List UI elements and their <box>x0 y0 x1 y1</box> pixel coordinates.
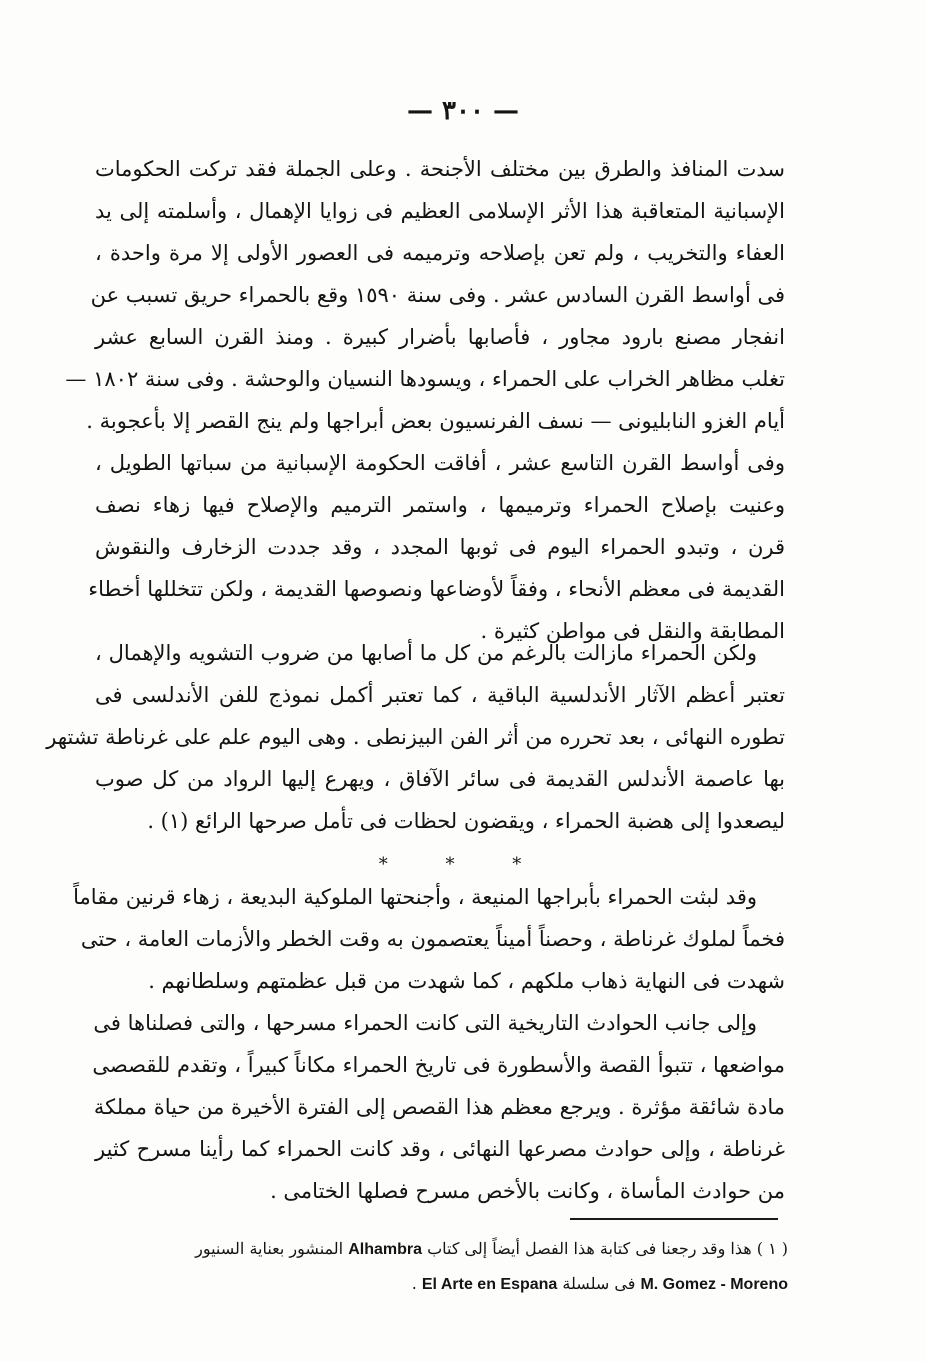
section-separator: * * * <box>378 854 548 875</box>
text-line: شهدت فى النهاية ذهاب ملكهم ، كما شهدت من قبل عظمتهم وسلطانهم . <box>148 969 785 993</box>
footnote-text: فى سلسلة <box>562 1274 636 1293</box>
footnote-divider <box>570 1218 778 1220</box>
footnote-marker: ( ١ ) <box>756 1239 788 1258</box>
footnote <box>88 1232 788 1302</box>
text-line: العفاء والتخريب ، ولم تعن بإصلاحه وترميمه فى العصور الأولى إلا مرة واحدة ، <box>95 241 785 265</box>
text-line: المطابقة والنقل فى مواطن كثيرة . <box>480 619 785 643</box>
text-line: تغلب مظاهر الخراب على الحمراء ، ويسودها النسيان والوحشة . وفى سنة ١٨٠٢ — <box>65 367 785 391</box>
text-line: فخماً لملوك غرناطة ، وحصناً أميناً يعتصمون به وقت الخطر والأزمات العامة ، حتى <box>80 927 785 951</box>
text-line: وقد لبثت الحمراء بأبراجها المنيعة ، وأجنحتها الملوكية البديعة ، زهاء قرنين مقاماً <box>73 885 757 909</box>
text-line: وعنيت بإصلاح الحمراء وترميمها ، واستمر الترميم والإصلاح فيها زهاء نصف <box>95 493 786 517</box>
text-line: تعتبر أعظم الآثار الأندلسية الباقية ، كما تعتبر أكمل نموذج للفن الأندلسى فى <box>95 683 785 707</box>
series-title: El Arte en Espana <box>421 1276 558 1293</box>
footnote-line-2 <box>88 1267 788 1302</box>
paragraph-block-3 <box>73 876 785 1212</box>
text-line: انفجار مصنع بارود مجاور ، فأصابها بأضرار كبيرة . ومنذ القرن السابع عشر <box>95 325 785 349</box>
text-line: بها عاصمة الأندلس القديمة فى سائر الآفاق ، ويهرع إليها الرواد من كل صوب <box>95 767 785 791</box>
book-title: Alhambra <box>348 1241 422 1258</box>
footnote-line-1 <box>88 1232 788 1267</box>
text-line: تطوره النهائى ، بعد تحرره من أثر الفن البيزنطى . وهى اليوم علم على غرناطة تشتهر <box>46 725 785 749</box>
footnote-text: المنشور بعناية السنيور <box>195 1239 344 1258</box>
text-line: غرناطة ، وإلى حوادث مصرعها النهائى ، وقد كانت الحمراء كما رأينا مسرح كثير <box>95 1137 785 1161</box>
text-line: وفى أواسط القرن التاسع عشر ، أفاقت الحكومة الإسبانية من سباتها الطويل ، <box>95 451 785 475</box>
footnote-text: هذا وقد رجعنا فى كتابة هذا الفصل أيضاً إلى كتاب <box>427 1239 752 1258</box>
text-line: أيام الغزو النابليونى — نسف الفرنسيون بعض أبراجها ولم ينج القصر إلا بأعجوبة . <box>86 409 785 433</box>
author-name: M. Gomez - Moreno <box>640 1276 788 1293</box>
text-line: قرن ، وتبدو الحمراء اليوم فى ثوبها المجدد ، وقد جددت الزخارف والنقوش <box>95 535 785 559</box>
text-line: ليصعدوا إلى هضبة الحمراء ، ويقضون لحظات فى تأمل صرحها الرائع (١) . <box>147 809 785 833</box>
text-line: مواضعها ، تتبوأ القصة والأسطورة فى تاريخ الحمراء مكاناً كبيراً ، وتقدم للقصصى <box>92 1053 785 1077</box>
paragraph-block-2 <box>46 632 785 842</box>
text-line: وإلى جانب الحوادث التاريخية التى كانت الحمراء مسرحها ، والتى فصلناها فى <box>93 1011 757 1035</box>
text-line: سدت المنافذ والطرق بين مختلف الأجنحة . وعلى الجملة فقد تركت الحكومات <box>95 157 785 181</box>
paragraph-block-1 <box>65 148 786 652</box>
text-line: الإسبانية المتعاقبة هذا الأثر الإسلامى العظيم فى زوايا الإهمال ، وأسلمته إلى يد <box>95 199 785 223</box>
text-line: من حوادث المأساة ، وكانت بالأخص مسرح فصلها الختامى . <box>270 1179 785 1203</box>
text-line: القديمة فى معظم الأنحاء ، وفقاً لأوضاعها ونصوصها القديمة ، ولكن تتخللها أخطاء <box>88 577 785 601</box>
page-number: — ٣٠٠ — <box>406 96 520 126</box>
text-line: ولكن الحمراء مازالت بالرغم من كل ما أصابها من ضروب التشويه والإهمال ، <box>95 641 757 665</box>
footnote-end-mark: . <box>411 1274 417 1293</box>
text-line: فى أواسط القرن السادس عشر . وفى سنة ١٥٩٠ وقع بالحمراء حريق تسبب عن <box>90 283 785 307</box>
text-line: مادة شائقة مؤثرة . ويرجع معظم هذا القصص إلى الفترة الأخيرة من حياة مملكة <box>93 1095 785 1119</box>
